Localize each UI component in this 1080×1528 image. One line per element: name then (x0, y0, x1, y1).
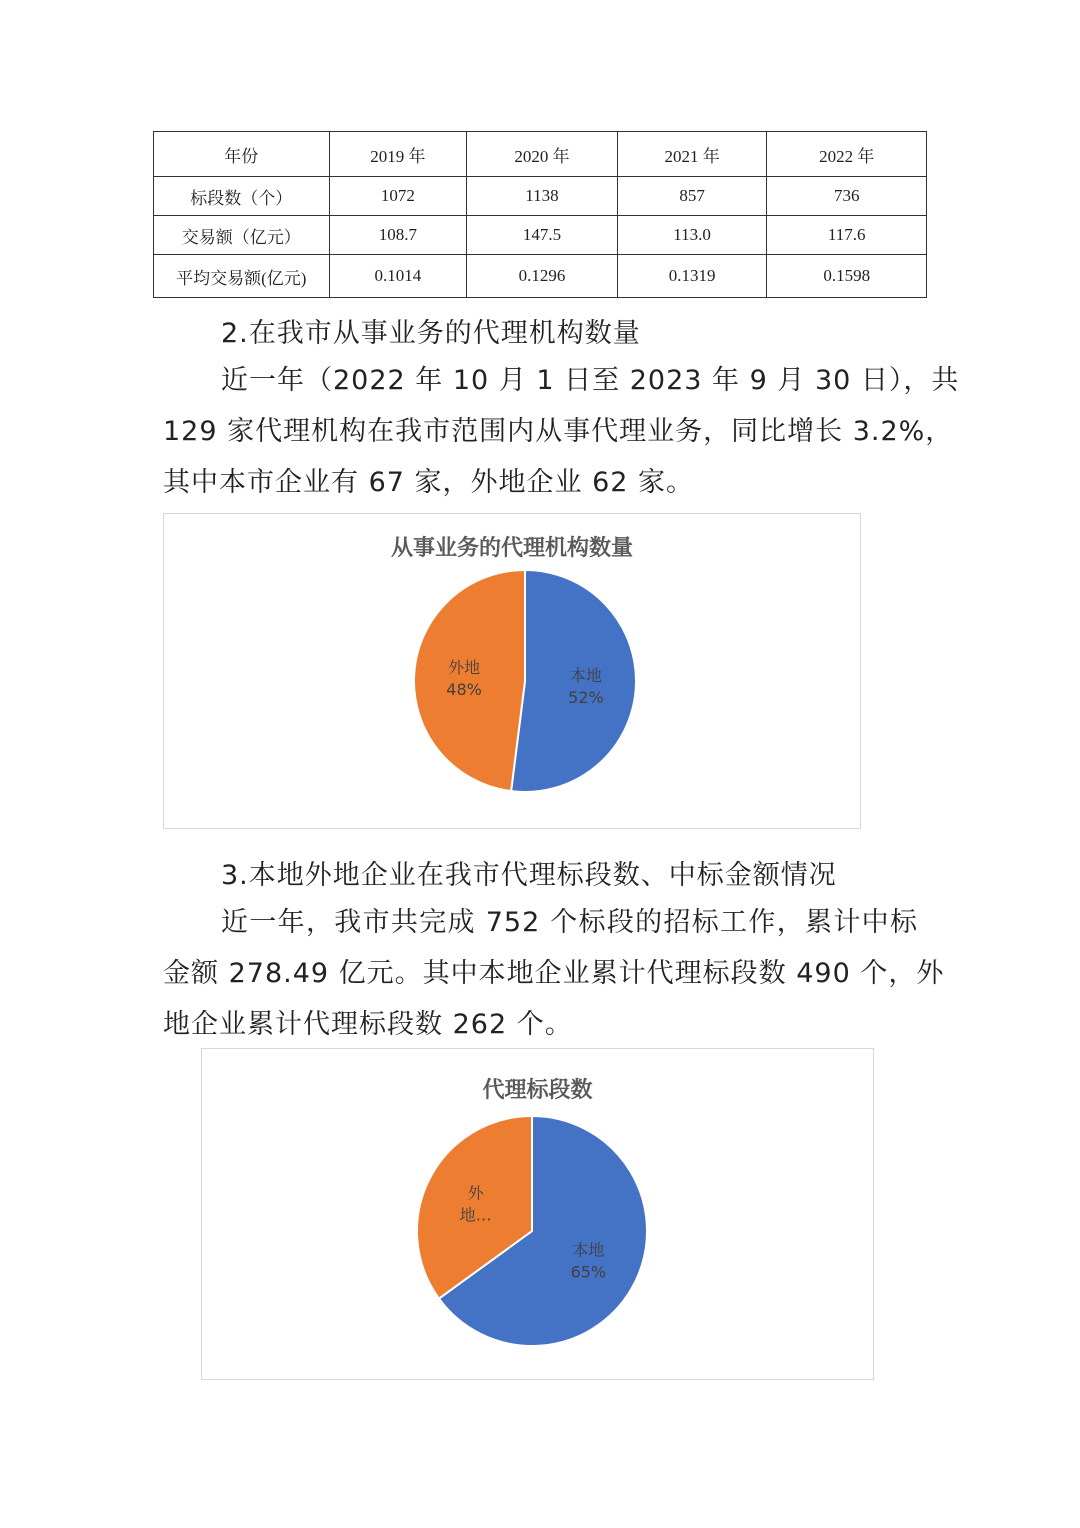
section-3-paragraph (163, 897, 945, 1050)
table-cell: 117.6 (767, 216, 927, 255)
table-row-label: 标段数（个） (154, 177, 330, 216)
pie-data-label: 65% (570, 1262, 607, 1282)
table-cell: 147.5 (467, 216, 618, 255)
table-cell: 0.1319 (617, 255, 767, 298)
paragraph-line: 地企业累计代理标段数 262 个。 (163, 1009, 573, 1040)
agent-sections-pie (202, 1049, 873, 1379)
table-cell: 0.1296 (467, 255, 618, 298)
table-row-label: 平均交易额(亿元) (154, 255, 330, 298)
pie-data-label: 48% (446, 680, 482, 700)
table-header-cell: 2020 年 (467, 132, 618, 177)
table-row-label: 交易额（亿元） (154, 216, 330, 255)
section-3-heading: 3.本地外地企业在我市代理标段数、中标金额情况 (221, 860, 837, 891)
pie-data-label: 52% (568, 687, 604, 707)
table-header-row (154, 132, 927, 177)
section-2-heading: 2.在我市从事业务的代理机构数量 (221, 318, 641, 349)
table-cell: 0.1598 (767, 255, 927, 298)
paragraph-line: 其中本市企业有 67 家，外地企业 62 家。 (163, 467, 695, 498)
pie-data-label: 本地 (569, 665, 602, 685)
chart-title: 从事业务的代理机构数量 (390, 536, 634, 561)
paragraph-line: 近一年，我市共完成 752 个标段的招标工作，累计中标 (221, 907, 918, 938)
pie-data-label: 外地 (448, 658, 481, 678)
paragraph-line: 近一年（2022 年 10 月 1 日至 2023 年 9 月 30 日），共 (221, 365, 960, 396)
table-row (154, 255, 927, 298)
table-cell: 108.7 (329, 216, 467, 255)
table-cell: 1138 (467, 177, 618, 216)
table-cell: 736 (767, 177, 927, 216)
agency-count-pie (164, 514, 860, 828)
table-header-cell: 2021 年 (617, 132, 767, 177)
table-header-cell: 2019 年 (329, 132, 467, 177)
pie-data-label: 地… (459, 1205, 492, 1225)
section-2-paragraph (163, 355, 960, 508)
table-row (154, 216, 927, 255)
table-cell: 1072 (329, 177, 467, 216)
table-cell: 0.1014 (329, 255, 467, 298)
paragraph-line: 金额 278.49 亿元。其中本地企业累计代理标段数 490 个，外 (163, 958, 945, 989)
pie-data-label: 外 (467, 1183, 484, 1203)
pie-data-label: 本地 (572, 1240, 605, 1260)
table-header-cell: 年份 (154, 132, 330, 177)
yearly-stats-table (153, 131, 927, 298)
paragraph-line: 129 家代理机构在我市范围内从事代理业务，同比增长 3.2%， (163, 416, 954, 447)
agency-count-chart (163, 513, 861, 829)
table-cell: 113.0 (617, 216, 767, 255)
chart-title: 代理标段数 (482, 1078, 593, 1103)
table-cell: 857 (617, 177, 767, 216)
table-header-cell: 2022 年 (767, 132, 927, 177)
agent-sections-chart (201, 1048, 874, 1380)
table-row (154, 177, 927, 216)
